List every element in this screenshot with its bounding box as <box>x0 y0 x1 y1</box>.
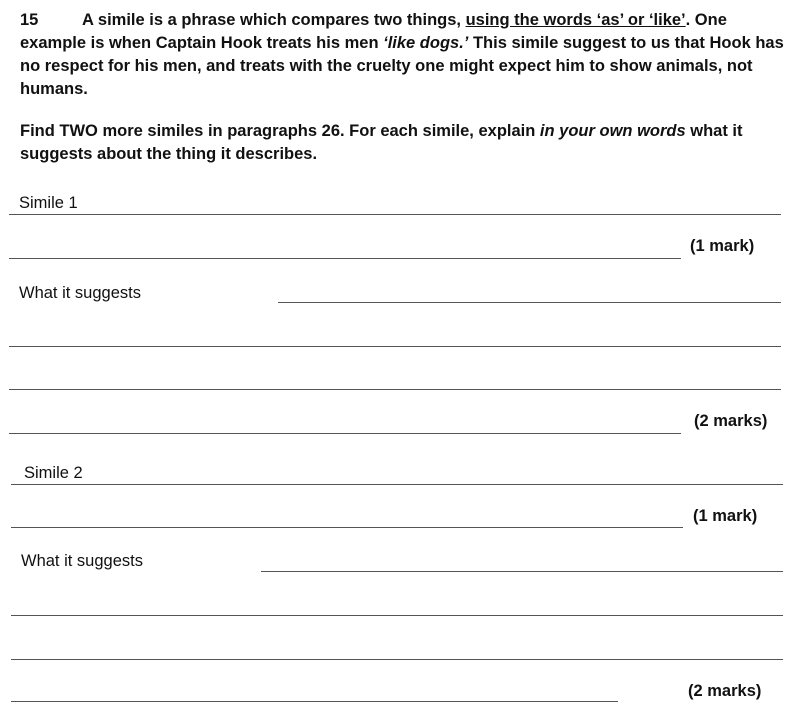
question-intro: 15 A simile is a phrase which compares two things, using the words ‘as’ or ‘like’. One example is when Captain Hook treats his men ‘like dogs.’ This simile suggest to us that Hook has no respect for his men, and treats with the cruelty one might expect him to show animals, not humans. <box>20 11 784 98</box>
suggests-2-answer-line-2[interactable] <box>11 615 783 616</box>
suggests-1-mark: (2 marks) <box>694 412 768 430</box>
simile-1-label: Simile 1 <box>19 194 78 212</box>
underlined-phrase: using the words ‘as’ or ‘like’ <box>465 11 686 29</box>
suggests-1-answer-line-4[interactable] <box>9 433 681 434</box>
suggests-2-answer-line[interactable] <box>261 571 783 572</box>
suggests-2-mark: (2 marks) <box>688 682 762 700</box>
question-number: 15 <box>20 11 39 29</box>
simile-2-mark: (1 mark) <box>693 507 758 525</box>
simile-2-label: Simile 2 <box>24 464 83 482</box>
example-quote: ‘like dogs.’ <box>383 34 469 52</box>
instruction-emphasis: in your own words <box>539 122 686 140</box>
suggests-1-answer-line-2[interactable] <box>9 346 781 347</box>
suggests-1-answer-line-3[interactable] <box>9 389 781 390</box>
simile-2-answer-line-2[interactable] <box>11 527 683 528</box>
suggests-2-label: What it suggests <box>21 552 143 570</box>
suggests-1-label: What it suggests <box>19 284 141 302</box>
simile-1-answer-line[interactable] <box>9 214 781 215</box>
simile-2-answer-line[interactable] <box>11 484 783 485</box>
suggests-1-answer-line[interactable] <box>278 302 781 303</box>
simile-1-mark: (1 mark) <box>690 237 755 255</box>
simile-1-answer-line-2[interactable] <box>9 258 681 259</box>
question-instruction: Find TWO more similes in paragraphs 26. For each simile, explain in your own words what it suggests about the thing it describes. <box>20 122 743 163</box>
suggests-2-answer-line-3[interactable] <box>11 659 783 660</box>
suggests-2-answer-line-4[interactable] <box>11 701 618 702</box>
